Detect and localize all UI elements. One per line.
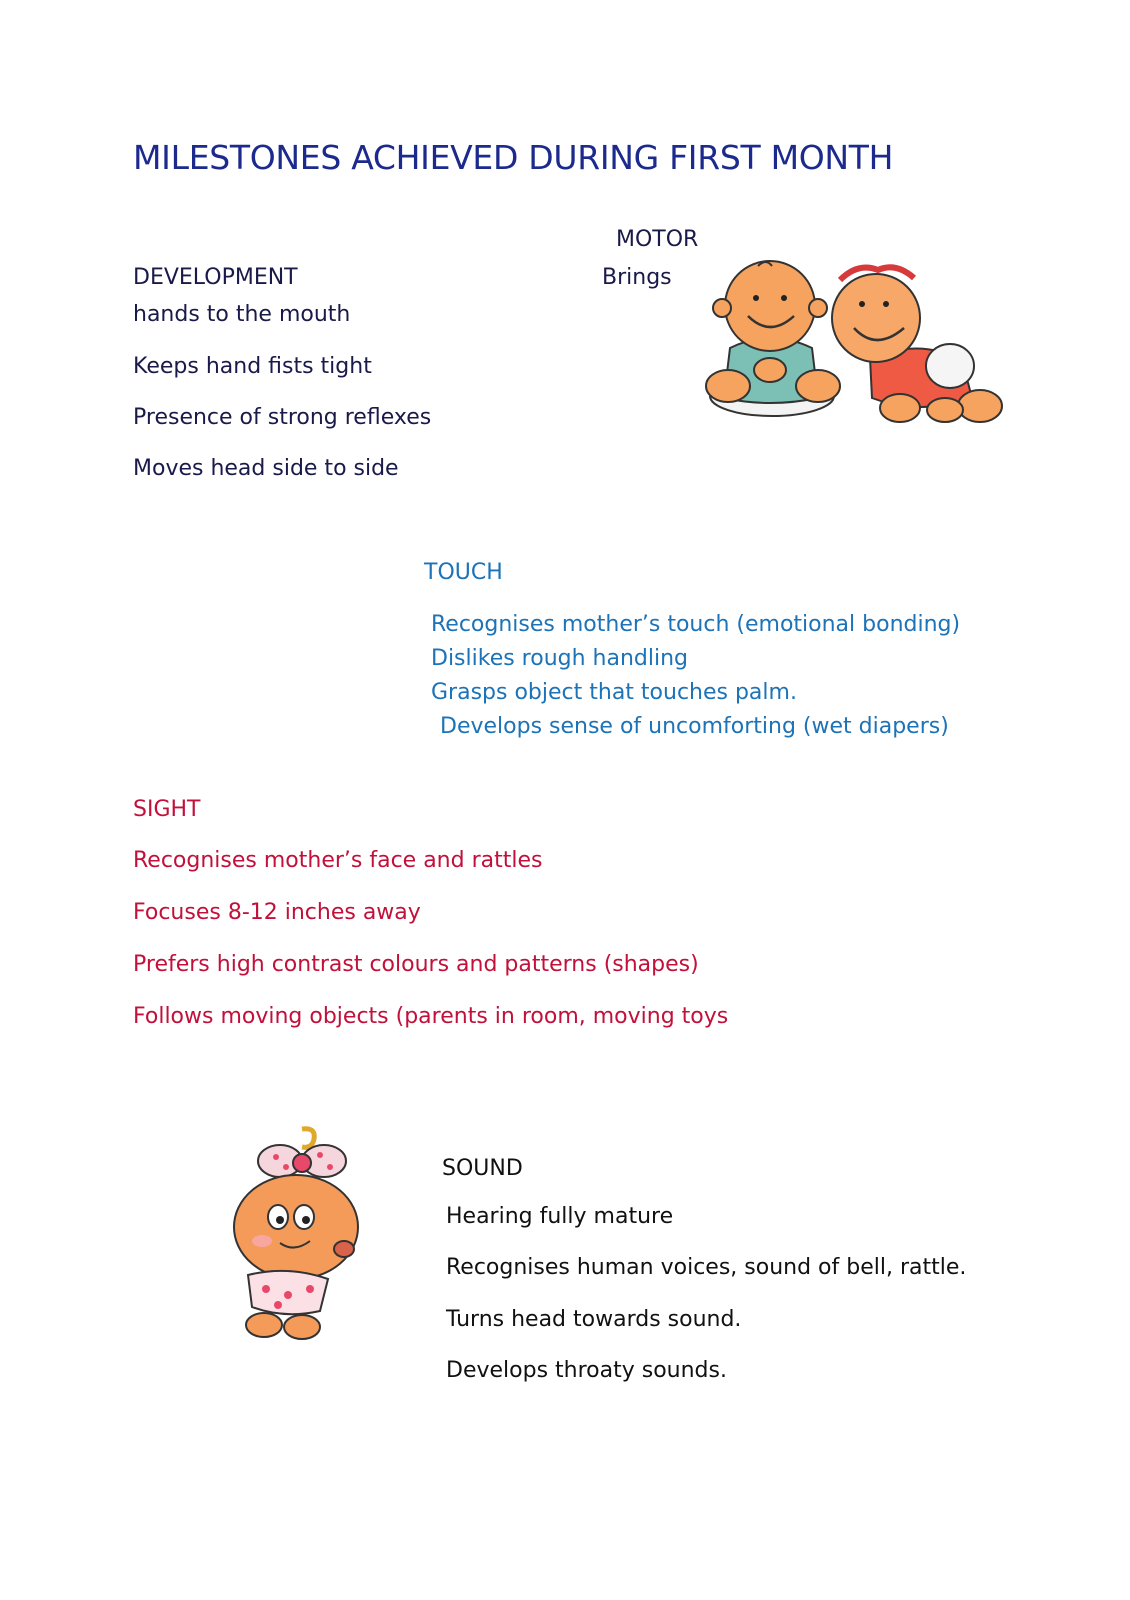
page-title: MILESTONES ACHIEVED DURING FIRST MONTH xyxy=(133,138,894,177)
sight-item: Prefers high contrast colours and patterns (shapes) xyxy=(133,952,699,977)
sight-item: Recognises mother’s face and rattles xyxy=(133,848,543,873)
sound-item: Turns head towards sound. xyxy=(446,1307,742,1332)
baby-girl-illustration xyxy=(218,1125,378,1343)
motor-item: Keeps hand fists tight xyxy=(133,354,372,379)
sight-item: Follows moving objects (parents in room, moving toys xyxy=(133,1004,729,1029)
motor-item: Presence of strong reflexes xyxy=(133,405,432,430)
touch-item: Recognises mother’s touch (emotional bonding) xyxy=(431,612,961,637)
sight-item: Focuses 8-12 inches away xyxy=(133,900,421,925)
touch-item: Develops sense of uncomforting (wet diapers) xyxy=(440,714,949,739)
sound-heading: SOUND xyxy=(442,1156,523,1181)
touch-heading: TOUCH xyxy=(424,560,503,585)
motor-heading: MOTOR xyxy=(616,227,699,252)
development-heading: DEVELOPMENT xyxy=(133,265,298,290)
motor-lead-word: Brings xyxy=(602,265,672,290)
touch-item: Dislikes rough handling xyxy=(431,646,689,671)
motor-item: hands to the mouth xyxy=(133,302,351,327)
motor-item: Moves head side to side xyxy=(133,456,399,481)
sound-item: Hearing fully mature xyxy=(446,1204,674,1229)
sound-item: Develops throaty sounds. xyxy=(446,1358,727,1383)
touch-item: Grasps object that touches palm. xyxy=(431,680,797,705)
sight-heading: SIGHT xyxy=(133,797,201,822)
sound-item: Recognises human voices, sound of bell, rattle. xyxy=(446,1255,967,1280)
two-babies-illustration xyxy=(700,258,1010,436)
